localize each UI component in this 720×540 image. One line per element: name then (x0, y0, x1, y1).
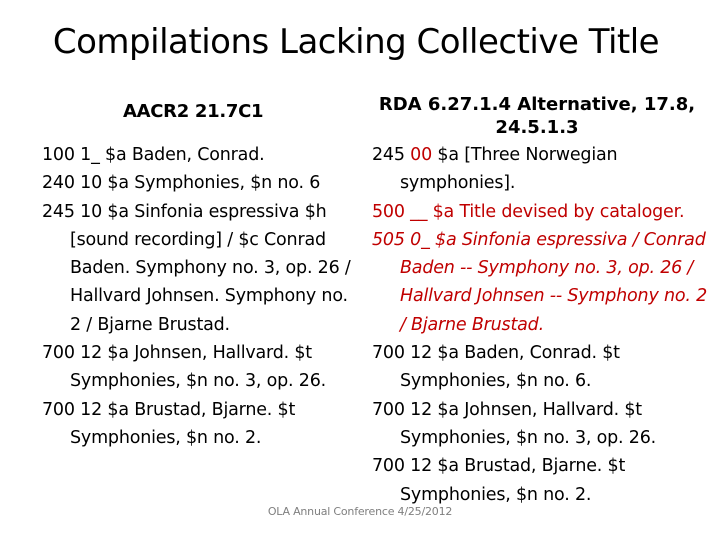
aacr2-field-240: 240 10 $a Symphonies, $n no. 6 (42, 173, 321, 194)
rda-field-245 (372, 141, 717, 198)
aacr2-heading: AACR2 21.7C1 (123, 101, 264, 122)
rda-heading: RDA 6.27.1.4 Alternative, 17.8, 24.5.1.3 (378, 94, 696, 138)
rda-field-700-johnsen: 700 12 $a Johnsen, Hallvard. $t Symphonies, $n no. 3, op. 26. (372, 399, 657, 448)
rda-field-700-brustad: 700 12 $a Brustad, Bjarne. $t Symphonies, $n no. 2. (372, 456, 626, 505)
rda-field-505: 505 0_ $a Sinfonia espressiva / Conrad Baden -- Symphony no. 3, op. 26 / Hallvard Johnsen -- Symphony no. 2 / Bjarne Brustad. (372, 229, 708, 335)
rda-field-245-indicators: 00 (410, 145, 433, 165)
aacr2-field-700-brustad: 700 12 $a Brustad, Bjarne. $t Symphonies, $n no. 2. (42, 399, 296, 448)
rda-field-245-title: $a [Three Norwegian symphonies]. (400, 145, 618, 194)
aacr2-field-100: 100 1_ $a Baden, Conrad. (42, 145, 265, 165)
rda-field-700-baden: 700 12 $a Baden, Conrad. $t Symphonies, $n no. 6. (372, 343, 620, 392)
aacr2-field-700-johnsen: 700 12 $a Johnsen, Hallvard. $t Symphonies, $n no. 3, op. 26. (42, 343, 327, 392)
rda-record (372, 141, 717, 509)
slide-footer: OLA Annual Conference 4/25/2012 (267, 505, 453, 518)
aacr2-field-245: 245 10 $a Sinfonia espressiva $h [sound recording] / $c Conrad Baden. Symphony no. 3, op. 26 / Hallvard Johnsen. Symphony no. 2 / Bjarne Brustad. (42, 201, 351, 335)
aacr2-record (42, 141, 360, 452)
slide-title: Compilations Lacking Collective Title (52, 22, 660, 62)
rda-field-245-tag: 245 (372, 145, 411, 165)
rda-field-500: 500 __ $a Title devised by cataloger. (372, 201, 685, 222)
